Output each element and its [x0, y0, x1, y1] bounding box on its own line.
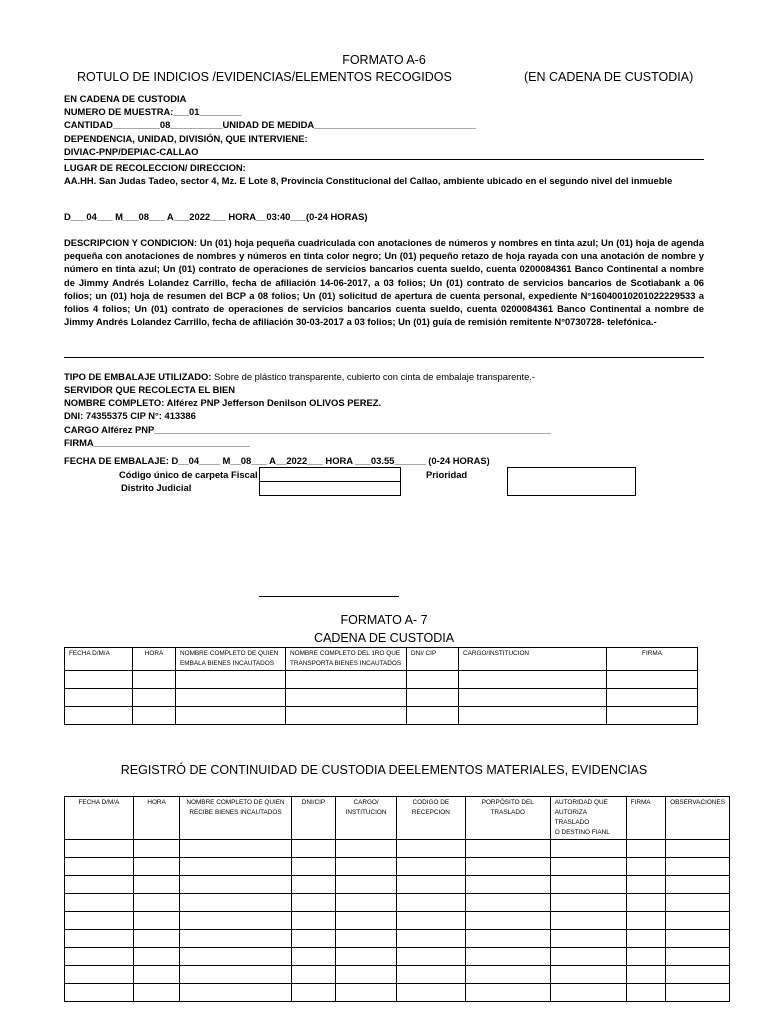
- servidor-heading: SERVIDOR QUE RECOLECTA EL BIEN: [64, 384, 236, 395]
- column-header-text: NOMBRE COMPLETO DEL 1RO QUE: [290, 650, 401, 657]
- table-cell[interactable]: [336, 840, 397, 858]
- table-row: [65, 858, 730, 876]
- table-cell[interactable]: [336, 966, 397, 984]
- table-cell[interactable]: [666, 966, 730, 984]
- table-cell[interactable]: [291, 858, 336, 876]
- table-cell[interactable]: [286, 689, 407, 707]
- table-cell[interactable]: [666, 948, 730, 966]
- table-cell[interactable]: [133, 671, 176, 689]
- table-cell[interactable]: [291, 966, 336, 984]
- column-header: [396, 797, 465, 840]
- table-row: [65, 930, 730, 948]
- table-cell[interactable]: [291, 876, 336, 894]
- prioridad-field: [507, 467, 636, 496]
- column-header-text: RECIBE BIENES INCAUTADOS: [189, 809, 282, 816]
- table-cell[interactable]: [550, 930, 626, 948]
- table-cell[interactable]: [291, 894, 336, 912]
- table-cell[interactable]: [465, 894, 550, 912]
- table-cell[interactable]: [65, 948, 134, 966]
- table-row: [65, 948, 730, 966]
- table-cell[interactable]: [666, 876, 730, 894]
- table-cell[interactable]: [465, 966, 550, 984]
- table-cell[interactable]: [65, 984, 134, 1002]
- table-header-row: [65, 648, 698, 671]
- table-cell[interactable]: [176, 689, 286, 707]
- table-cell[interactable]: [666, 894, 730, 912]
- table-cell[interactable]: [336, 948, 397, 966]
- column-header-text: HORA: [147, 799, 166, 806]
- table-cell[interactable]: [626, 984, 665, 1002]
- table-cell[interactable]: [180, 966, 291, 984]
- table-cell[interactable]: [180, 912, 291, 930]
- table-cell[interactable]: [180, 930, 291, 948]
- embalaje-value: Sobre de plástico transparente, cubierto con cinta de embalaje transparente.-: [211, 371, 536, 382]
- table-cell[interactable]: [291, 840, 336, 858]
- table-cell[interactable]: [626, 840, 665, 858]
- registro-continuidad-table: [64, 796, 730, 1002]
- table-cell[interactable]: [666, 840, 730, 858]
- lugar-block: [64, 161, 704, 187]
- table-cell[interactable]: [133, 876, 180, 894]
- table-cell[interactable]: [180, 948, 291, 966]
- column-header-text: AUTORIDAD QUE: [554, 799, 608, 806]
- table-cell[interactable]: [291, 930, 336, 948]
- table-cell[interactable]: [607, 707, 698, 725]
- table-cell[interactable]: [133, 966, 180, 984]
- table-cell[interactable]: [550, 876, 626, 894]
- table-row: [65, 689, 698, 707]
- table-cell[interactable]: [396, 948, 465, 966]
- table-cell[interactable]: [626, 912, 665, 930]
- cadena-custodia-heading: (EN CADENA DE CUSTODIA): [524, 70, 694, 84]
- table-cell[interactable]: [336, 858, 397, 876]
- table-cell[interactable]: [459, 707, 607, 725]
- table-cell[interactable]: [133, 689, 176, 707]
- table-cell[interactable]: [133, 912, 180, 930]
- table-cell[interactable]: [396, 858, 465, 876]
- column-header: [65, 648, 133, 671]
- table-cell[interactable]: [133, 948, 180, 966]
- column-header: [465, 797, 550, 840]
- table-cell[interactable]: [396, 966, 465, 984]
- formato-a7-title: FORMATO A- 7: [340, 613, 428, 627]
- column-header-text: FECHA D/M/A: [69, 650, 110, 657]
- table-cell[interactable]: [65, 930, 134, 948]
- divider: [64, 159, 704, 160]
- table-cell[interactable]: [465, 948, 550, 966]
- table-cell[interactable]: [550, 894, 626, 912]
- column-header: [291, 797, 336, 840]
- table-cell[interactable]: [65, 912, 134, 930]
- formato-a6-title: FORMATO A-6: [342, 53, 426, 67]
- table-cell[interactable]: [396, 984, 465, 1002]
- lugar-label: LUGAR DE RECOLECCION/ DIRECCION:: [64, 162, 246, 173]
- table-cell[interactable]: [465, 930, 550, 948]
- table-cell[interactable]: [133, 930, 180, 948]
- table-cell[interactable]: [396, 840, 465, 858]
- table-cell[interactable]: [133, 858, 180, 876]
- column-header: [176, 648, 286, 671]
- table-cell[interactable]: [133, 707, 176, 725]
- firma-line: FIRMA______________________________: [64, 436, 251, 448]
- column-header: [407, 648, 459, 671]
- table-cell[interactable]: [550, 840, 626, 858]
- table-cell[interactable]: [626, 966, 665, 984]
- table-cell[interactable]: [65, 876, 134, 894]
- table-cell[interactable]: [626, 858, 665, 876]
- table-cell[interactable]: [459, 689, 607, 707]
- table-cell[interactable]: [550, 948, 626, 966]
- table-cell[interactable]: [666, 912, 730, 930]
- table-cell[interactable]: [666, 930, 730, 948]
- table-cell[interactable]: [65, 840, 134, 858]
- codigo-carpeta-label: Código único de carpeta Fiscal: [119, 469, 258, 480]
- column-header-text: OBSERVACIONES: [670, 799, 725, 806]
- table-cell[interactable]: [550, 984, 626, 1002]
- table-cell[interactable]: [133, 984, 180, 1002]
- fecha-embalaje: FECHA DE EMBALAJE: D__04____ M__08___ A__2022___ HORA ___03.55______ (0-24 HORAS): [64, 455, 490, 466]
- column-header: [666, 797, 730, 840]
- table-cell[interactable]: [666, 858, 730, 876]
- table-cell[interactable]: [465, 876, 550, 894]
- table-cell[interactable]: [286, 707, 407, 725]
- table-cell[interactable]: [626, 948, 665, 966]
- table-cell[interactable]: [459, 671, 607, 689]
- cadena-line: EN CADENA DE CUSTODIA: [64, 93, 187, 104]
- column-header: [180, 797, 291, 840]
- table-cell[interactable]: [65, 966, 134, 984]
- servidor-block: [64, 383, 704, 449]
- table-cell[interactable]: [550, 858, 626, 876]
- registro-title: REGISTRÓ DE CONTINUIDAD DE CUSTODIA DEELEMENTOS MATERIALES, EVIDENCIAS: [120, 763, 648, 777]
- lugar-value: AA.HH. San Judas Tadeo, sector 4, Mz. E Lote 8, Provincia Constitucional del Callao, ambiente ubicado en el segundo nivel del inmueble: [64, 175, 673, 187]
- table-row: [65, 671, 698, 689]
- table-cell[interactable]: [65, 894, 134, 912]
- column-header: [336, 797, 397, 840]
- table-cell[interactable]: [180, 876, 291, 894]
- table-cell[interactable]: [666, 984, 730, 1002]
- embalaje-label: TIPO DE EMBALAJE UTILIZADO:: [64, 371, 212, 382]
- table-cell[interactable]: [336, 894, 397, 912]
- column-header-text: NOMBRE COMPLETO DE QUIEN: [186, 799, 285, 806]
- distrito-judicial-label: Distrito Judicial: [121, 482, 192, 493]
- embalaje-line: [64, 370, 704, 383]
- table-cell[interactable]: [180, 984, 291, 1002]
- column-header-text: AUTORIZA TRASLADO: [554, 809, 590, 826]
- table-cell[interactable]: [286, 671, 407, 689]
- table-header-row: [65, 797, 730, 840]
- column-header-text: DNI/CIP: [301, 799, 326, 806]
- table-cell[interactable]: [336, 876, 397, 894]
- table-cell[interactable]: [176, 671, 286, 689]
- table-row: [65, 912, 730, 930]
- fecha-recoleccion: D___04___ M___08___ A___2022___ HORA__03:40___(0-24 HORAS): [64, 211, 368, 222]
- cargo-line: CARGO Alférez PNP____________________________________________________________________________: [64, 423, 551, 435]
- table-cell[interactable]: [291, 912, 336, 930]
- column-header: [133, 648, 176, 671]
- table-row: [65, 707, 698, 725]
- table-cell[interactable]: [291, 984, 336, 1002]
- cadena-custodia-title: CADENA DE CUSTODIA: [313, 631, 455, 645]
- table-cell[interactable]: [626, 930, 665, 948]
- column-header-text: DNI/ CIP: [411, 650, 437, 657]
- table-cell[interactable]: [65, 858, 134, 876]
- table-cell[interactable]: [396, 876, 465, 894]
- column-header-text: FIRMA: [642, 650, 662, 657]
- column-header-text: FIRMA: [630, 799, 651, 806]
- column-header-text: RECEPCION: [411, 809, 450, 816]
- dependencia-line: DEPENDENCIA, UNIDAD, DIVISIÓN, QUE INTERVIENE:: [64, 132, 308, 144]
- table-row: [65, 966, 730, 984]
- table-cell[interactable]: [336, 930, 397, 948]
- table-cell[interactable]: [626, 894, 665, 912]
- column-header-text: CARGO/: [353, 799, 379, 806]
- cantidad-line: CANTIDAD_________08__________UNIDAD DE MEDIDA_______________________________: [64, 119, 476, 131]
- table-cell[interactable]: [176, 707, 286, 725]
- column-header-text: FECHA D/M/A: [78, 799, 120, 806]
- column-header-text: TRANSPORTA BIENES INCAUTADOS: [290, 660, 402, 667]
- table-cell[interactable]: [465, 912, 550, 930]
- column-header: [286, 648, 407, 671]
- divider: [64, 357, 704, 358]
- distrito-judicial-field: [259, 480, 401, 496]
- column-header-text: CARGO/INSTITUCION: [463, 650, 530, 657]
- prioridad-label: Prioridad: [426, 469, 468, 480]
- table-cell[interactable]: [407, 689, 459, 707]
- table-cell[interactable]: [65, 689, 133, 707]
- descripcion-condicion: DESCRIPCION Y CONDICION: Un (01) hoja pequeña cuadriculada con anotaciones de números y nombres en tinta azul; Un (01) hoja de agenda pequeña con anotaciones de nombres y números en tinta color negro; Un (01) pequeño retazo de hoja rayada con una anotación de nombre y número en tinta azul; Un (01) contrato de operaciones de servicios bancarios cuenta sueldo, cuenta 0200084361 Banco Continental a nombre de Jimmy Andrés Lolandez Carrillo, fecha de afiliación 14-06-2017, a 03 folios; Un (01) contrato de servicios bancarios de Scotiabank a 06 folios; un (01) hoja de resumen del BCP a 08 folios; Un (01) solicitud de apertura de cuenta personal, expediente N°16040010201022229533 a folios 4 folios; Un (01) contrato de operaciones de servicios bancarios cuenta sueldo, cuenta 0200084361 Banco Continental a nombre de Jimmy Andrés Lolandez Carrillo, fecha de afiliación 30-03-2017 a 03 folios; Un (01) guía de remisión remitente N°0730728- telefónica.-: [64, 237, 704, 328]
- table-cell[interactable]: [550, 912, 626, 930]
- column-header-text: EMBALA BIENES INCAUTADOS: [180, 660, 274, 667]
- column-header-text: CODIGO DE: [412, 799, 450, 806]
- table-cell[interactable]: [336, 984, 397, 1002]
- table-cell[interactable]: [607, 689, 698, 707]
- table-cell[interactable]: [396, 930, 465, 948]
- numero-muestra-line: NUMERO DE MUESTRA:___01________: [64, 106, 242, 118]
- table-cell[interactable]: [65, 707, 133, 725]
- column-header-text: NOMBRE COMPLETO DE QUIEN: [180, 650, 279, 657]
- table-row: [65, 876, 730, 894]
- cadena-custodia-table: [64, 647, 698, 725]
- column-header: [607, 648, 698, 671]
- table-row: [65, 984, 730, 1002]
- column-header-text: INSTITUCION: [345, 809, 387, 816]
- column-header: [550, 797, 626, 840]
- dependencia-value: DIVIAC-PNP/DEPIAC-CALLAO: [64, 145, 199, 157]
- table-cell[interactable]: [65, 671, 133, 689]
- table-cell[interactable]: [396, 912, 465, 930]
- table-cell[interactable]: [336, 912, 397, 930]
- rotulo-heading: ROTULO DE INDICIOS /EVIDENCIAS/ELEMENTOS RECOGIDOS: [77, 70, 452, 84]
- table-cell[interactable]: [180, 894, 291, 912]
- column-header: [65, 797, 134, 840]
- table-cell[interactable]: [407, 707, 459, 725]
- column-header: [626, 797, 665, 840]
- table-cell[interactable]: [133, 840, 180, 858]
- table-cell[interactable]: [550, 966, 626, 984]
- column-header: [459, 648, 607, 671]
- table-cell[interactable]: [465, 858, 550, 876]
- table-cell[interactable]: [407, 671, 459, 689]
- table-row: [65, 840, 730, 858]
- muestra-block: [64, 92, 704, 158]
- table-cell[interactable]: [607, 671, 698, 689]
- column-header-text: HORA: [144, 650, 164, 657]
- nombre-completo: NOMBRE COMPLETO: Alférez PNP Jefferson Denilson OLIVOS PEREZ.: [64, 397, 382, 409]
- table-cell[interactable]: [396, 894, 465, 912]
- table-cell[interactable]: [465, 840, 550, 858]
- column-header: [133, 797, 180, 840]
- column-header-text: TRASLADO: [490, 809, 525, 816]
- column-header-text: O DESTINO FIANL: [554, 829, 610, 836]
- table-cell[interactable]: [626, 876, 665, 894]
- column-header-text: PORPÓSITO DEL: [481, 799, 534, 806]
- table-cell[interactable]: [180, 858, 291, 876]
- dni-cip: DNI: 74355375 CIP N°: 413386: [64, 410, 196, 422]
- table-cell[interactable]: [180, 840, 291, 858]
- table-cell[interactable]: [133, 894, 180, 912]
- table-cell[interactable]: [465, 984, 550, 1002]
- divider: [259, 596, 399, 597]
- table-row: [65, 894, 730, 912]
- table-cell[interactable]: [291, 948, 336, 966]
